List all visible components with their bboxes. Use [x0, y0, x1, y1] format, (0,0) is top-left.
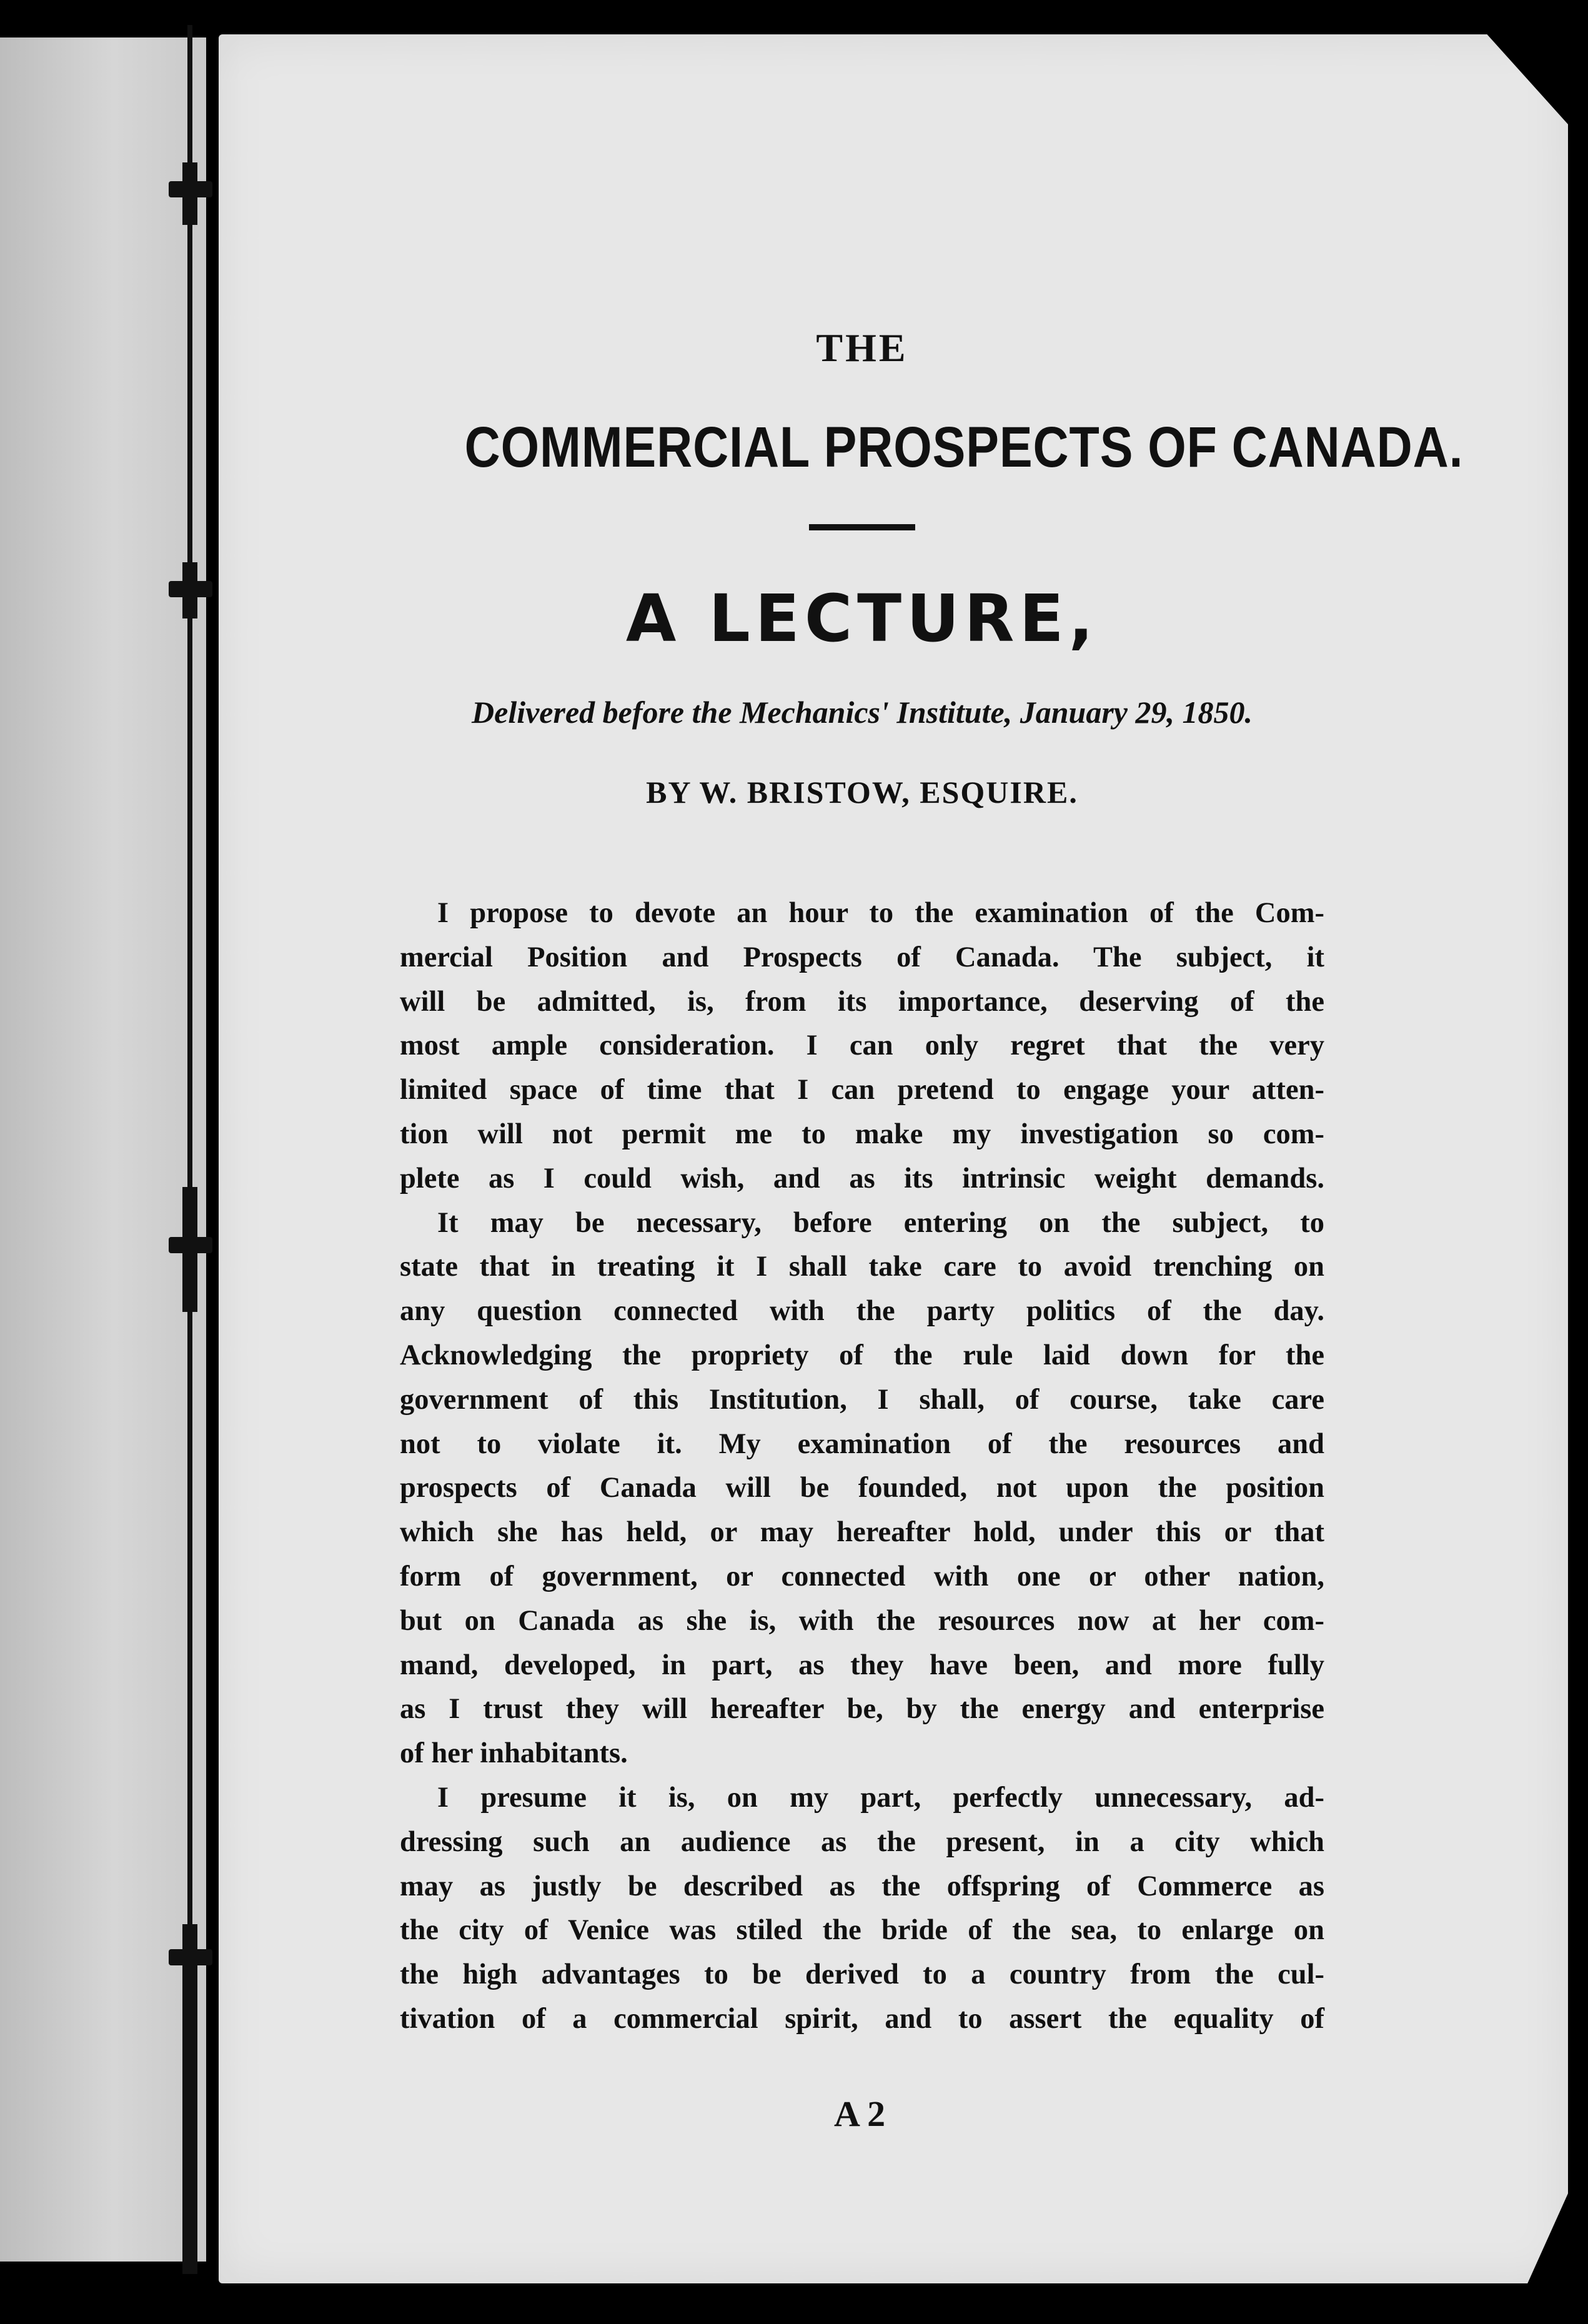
text-line: any question connected with the party politics of the day. — [400, 1295, 1324, 1328]
text-line: form of government, or connected with one or other nation, — [400, 1560, 1324, 1592]
binding-stitch — [182, 562, 197, 618]
text-line: which she has held, or may hereafter hold, under this or that — [400, 1516, 1324, 1549]
text-line: It may be necessary, before entering on the subject, to — [437, 1206, 1324, 1239]
signature-mark: A 2 — [834, 2093, 886, 2134]
author-byline: BY W. BRISTOW, ESQUIRE. — [646, 775, 1078, 810]
text-line: plete as I could wish, and as its intrinsic weight demands. — [400, 1162, 1324, 1194]
binding-stitch — [182, 1187, 197, 1312]
text-line: will be admitted, is, from its importance, deserving of the — [400, 985, 1324, 1018]
text-line: mand, developed, in part, as they have been, and more fully — [400, 1649, 1324, 1681]
text-line: government of this Institution, I shall, of course, take care — [400, 1383, 1324, 1416]
text-line: mercial Position and Prospects of Canada. The subject, it — [400, 941, 1324, 973]
text-line: tivation of a commercial spirit, and to assert the equality of — [400, 2002, 1324, 2035]
text-line: not to violate it. My examination of the resources and — [400, 1428, 1324, 1460]
text-line: but on Canada as she is, with the resources now at her com- — [400, 1604, 1324, 1637]
heading-the: THE — [816, 325, 908, 370]
text-line: the high advantages to be derived to a country from the cul- — [400, 1959, 1324, 1991]
text-line: may as justly be described as the offspring of Commerce as — [400, 1870, 1324, 1902]
page-title: COMMERCIAL PROSPECTS OF CANADA. — [464, 415, 1464, 479]
text-line: limited space of time that I can pretend to engage your atten- — [400, 1074, 1324, 1106]
text-line: I propose to devote an hour to the examination of the Com- — [437, 897, 1324, 929]
page-content — [400, 325, 1464, 2042]
text-line: tion will not permit me to make my investigation so com- — [400, 1118, 1324, 1150]
paragraph-1 — [400, 891, 1324, 1201]
body-text — [400, 891, 1324, 2042]
text-line: the city of Venice was stiled the bride of the sea, to enlarge on — [400, 1914, 1324, 1947]
text-line: Acknowledging the propriety of the rule laid down for the — [400, 1339, 1324, 1371]
text-line: as I trust they will hereafter be, by the energy and enterprise — [400, 1693, 1324, 1726]
delivery-note: Delivered before the Mechanics' Institute, January 29, 1850. — [472, 695, 1253, 730]
text-line: most ample consideration. I can only regret that the very — [400, 1030, 1324, 1062]
paragraph-3 — [400, 1776, 1324, 2042]
binding-stitch — [182, 162, 197, 225]
facing-page-edge — [0, 37, 206, 2262]
text-line: prospects of Canada will be founded, not upon the position — [400, 1472, 1324, 1504]
subtitle: A LECTURE, — [625, 580, 1099, 657]
text-line: state that in treating it I shall take care to avoid trenching on — [400, 1251, 1324, 1283]
title-rule — [809, 524, 915, 530]
text-line: of her inhabitants. — [400, 1737, 628, 1770]
paragraph-2 — [400, 1201, 1324, 1776]
text-line: dressing such an audience as the present, in a city which — [400, 1825, 1324, 1858]
text-line: I presume it is, on my part, perfectly unnecessary, ad- — [437, 1781, 1324, 1814]
binding-stitch — [182, 1924, 197, 2274]
